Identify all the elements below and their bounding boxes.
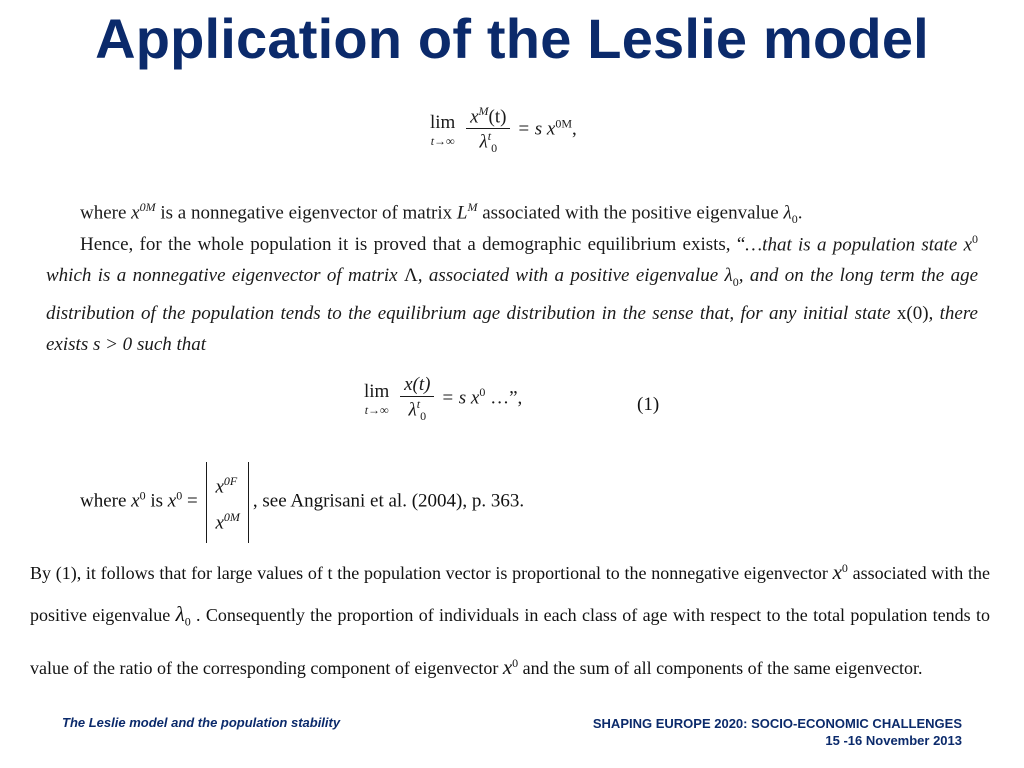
where-eigenvector-line: where $x^{0M}$ is a nonnegative eigenvector of matrix $L^M$ associated with the positive eigenvalue $\lambda_0$. [80, 200, 803, 227]
where-vector-definition: where $x^0$ is $x^0$ = $x^{0F}$ $x^{0M}$ , see Angrisani et al. (2004), p. 363. [80, 462, 524, 543]
footer-conference [593, 715, 962, 749]
slide-title: Application of the Leslie model [95, 7, 929, 70]
footer-conference-date: 15 -16 November 2013 [825, 733, 962, 748]
equation-limit-total: lim t→∞ $\frac{x(t)}{\lambda^t_0}$ = s $x^0$ …”, [364, 374, 523, 424]
equation-number: (1) [637, 394, 660, 415]
footer-conference-name: SHAPING EUROPE 2020: SOCIO-ECONOMIC CHALLENGES [592, 716, 962, 731]
equilibrium-paragraph: Hence, for the whole population it is proved that a demographic equilibrium exists, “…that is a population state $x^0$ which is a nonnegative eigenvector of matrix Λ, associated with a positive eigenvalue $\lambda_0$, and on the long term the age distribution of the population tends to the equilibrium age distribution in the sense that, for any initial state x(0), there exists s > 0 such that [46, 232, 979, 356]
conclusion-paragraph: By (1), it follows that for large values of t the population vector is proportional to the nonnegative eigenvector $x^0$ associated with the positive eigenvalue $\lambda_0$ . Consequently the proportion of individuals in each class of age with respect to the total population tends to value of the ratio of the corresponding component of eigenvector $x^0$ and the sum of all components of the same eigenvector. [30, 560, 990, 679]
vector-matrix: $x^{0F}$ $x^{0M}$ [206, 462, 248, 543]
equation-limit-male: lim t→∞ $\frac{x^M(t)}{\lambda^t_0}$ = s $x^{0M}$, [430, 104, 577, 156]
footer-presentation-title: The Leslie model and the population stability [62, 715, 341, 730]
